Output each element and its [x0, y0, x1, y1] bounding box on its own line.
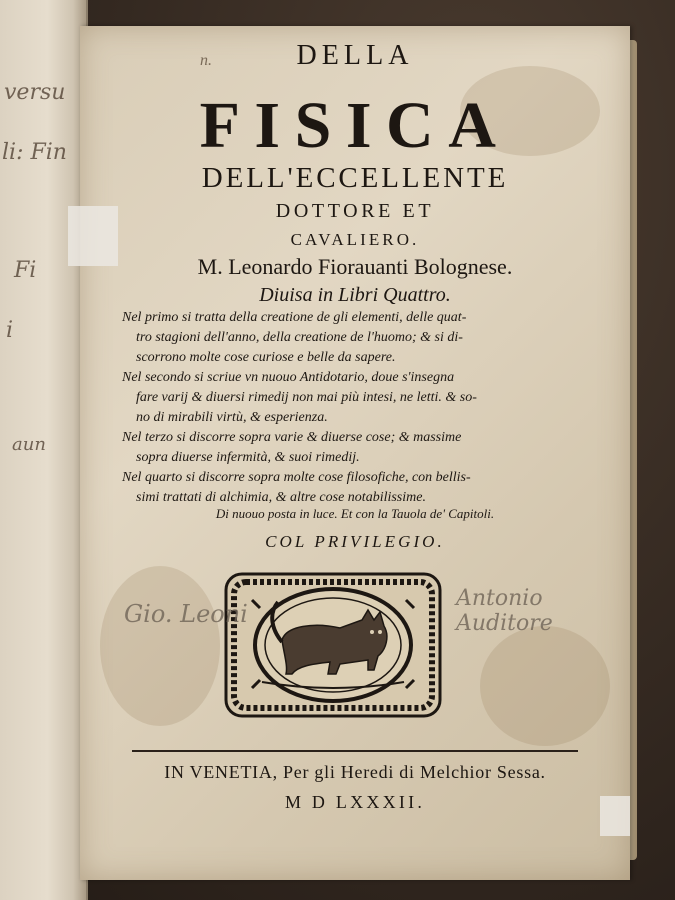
facing-page-mark: li: Fin: [2, 140, 67, 165]
printer-device-cat-emblem: [222, 570, 444, 720]
author-line: M. Leonardo Fiorauanti Bolognese.: [197, 254, 513, 279]
description-line: tro stagioni dell'anno, della creatione de l'huomo; & si di-: [136, 330, 463, 345]
description-line: Nel quarto si discorre sopra molte cose filosofiche, con bellis-: [122, 470, 471, 485]
facing-page-mark: i: [6, 318, 14, 343]
description-line: fare varij & diuersi rimedij non mai più intesi, ne letti. & so-: [136, 390, 477, 405]
facing-page-mark: aun: [12, 434, 46, 455]
divider-rule: [132, 750, 578, 752]
description-line: scorrono molte cose curiose e belle da sapere.: [136, 350, 396, 365]
title-line-dottore: DOTTORE ET: [275, 200, 435, 222]
signature-right: Antonio Auditore: [456, 586, 553, 636]
new-edition-line: Di nuouo posta in luce. Et con la Tauola de' Capitoli.: [215, 506, 495, 521]
title-line-fisica: FISICA: [199, 89, 511, 162]
title-page: [80, 26, 630, 880]
division-line: Diuisa in Libri Quattro.: [259, 284, 451, 306]
title-line-della: DELLA: [296, 40, 414, 71]
description-line: Nel secondo si scriue vn nuouo Antidotario, doue s'insegna: [122, 370, 455, 385]
description-line: Nel primo si tratta della creatione de gli elementi, delle quat-: [122, 310, 467, 325]
imprint-line: IN VENETIA, Per gli Heredi di Melchior Sessa.: [164, 762, 546, 782]
privilege-line: COL PRIVILEGIO.: [265, 532, 445, 551]
facing-page-mark: versu: [4, 80, 66, 105]
description-line: no di mirabili virtù, & esperienza.: [136, 410, 328, 425]
title-line-cavaliero: CAVALIERO.: [290, 230, 420, 249]
description-line: sopra diuerse infermità, & suoi rimedij.: [136, 450, 360, 465]
pencil-mark: n.: [200, 52, 212, 69]
signature-left-first: Gio. Leoni: [124, 600, 248, 628]
title-line-eccellente: DELL'ECCELLENTE: [201, 162, 509, 194]
description-line: simi trattati di alchimia, & altre cose notabilissime.: [136, 490, 426, 505]
description-line: Nel terzo si discorre sopra varie & diuerse cose; & massime: [122, 430, 462, 445]
facing-page: [0, 0, 88, 900]
facing-page-mark: Fi: [14, 258, 37, 283]
year-line: M D LXXXII.: [284, 792, 426, 812]
